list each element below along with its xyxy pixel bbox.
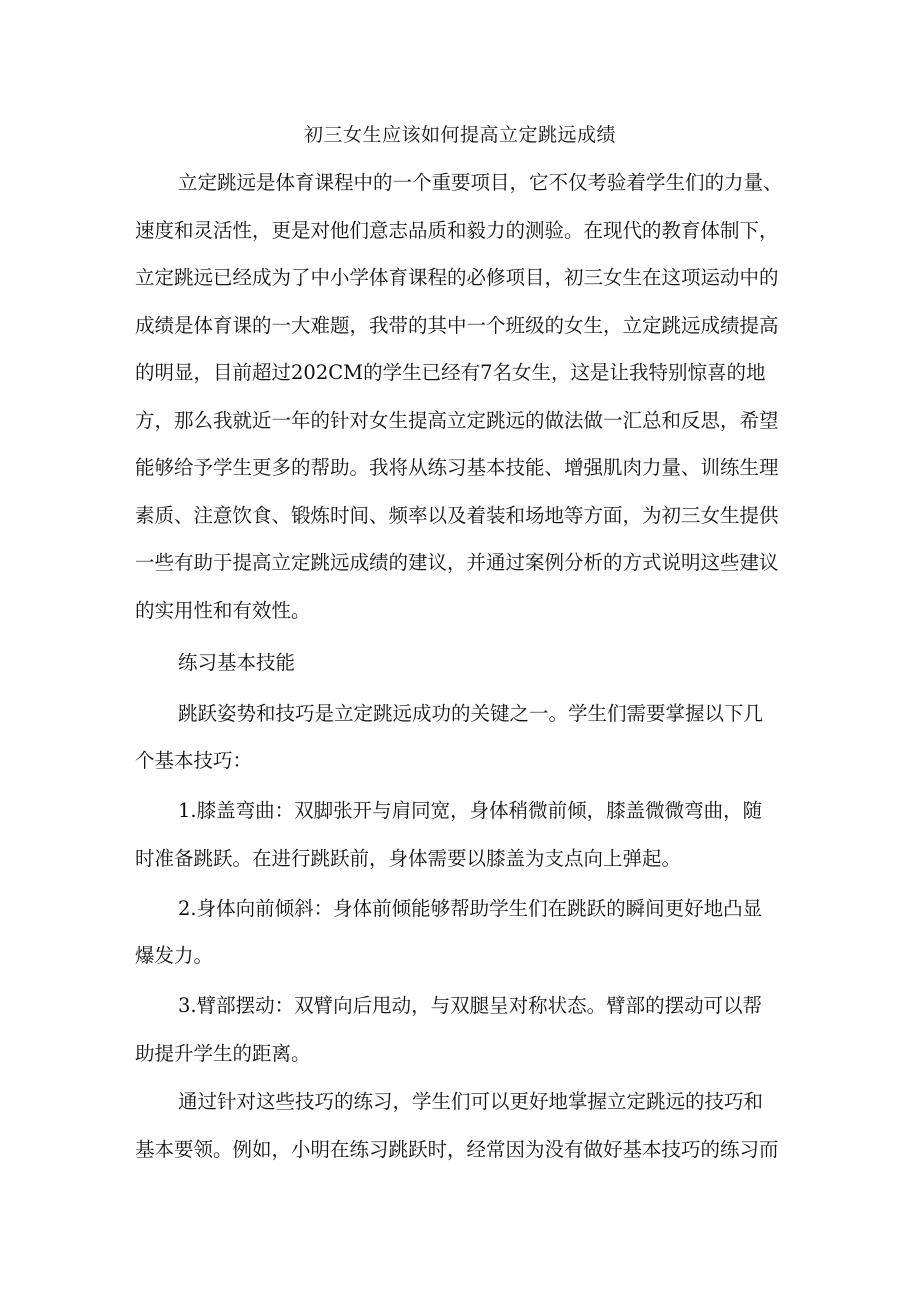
intro-line-7: 能够给予学生更多的帮助。我将从练习基本技能、增强肌肉力量、训练生理 <box>135 456 779 479</box>
section-intro-line-1: 跳跃姿势和技巧是立定跳远成功的关键之一。学生们需要掌握以下几 <box>178 702 764 725</box>
intro-line-8: 素质、注意饮食、锻炼时间、频率以及着装和场地等方面，为初三女生提供 <box>135 504 779 527</box>
item-3-line-2: 助提升学生的距离。 <box>135 1042 311 1065</box>
intro-line-5: 的明显，目前超过202CM的学生已经有7名女生，这是让我特别惊喜的地 <box>135 361 766 384</box>
item-1-line-1: 1.膝盖弯曲：双脚张开与肩同宽，身体稍微前倾，膝盖微微弯曲，随 <box>178 799 763 822</box>
document-title: 初三女生应该如何提高立定跳远成绩 <box>303 124 616 146</box>
intro-line-1: 立定跳远是体育课程中的一个重要项目，它不仅考验着学生们的力量、 <box>178 171 783 194</box>
item-3-line-1: 3.臂部摆动：双臂向后甩动，与双腿呈对称状态。臂部的摆动可以帮 <box>178 994 763 1017</box>
intro-line-6: 方，那么我就近一年的针对女生提高立定跳远的做法做一汇总和反思，希望 <box>135 409 779 432</box>
intro-line-9: 一些有助于提高立定跳远成绩的建议，并通过案例分析的方式说明这些建议 <box>135 551 779 574</box>
intro-line-2: 速度和灵活性，更是对他们意志品质和毅力的测验。在现代的教育体制下， <box>135 219 779 242</box>
intro-line-10: 的实用性和有效性。 <box>135 599 311 622</box>
item-1-line-2: 时准备跳跃。在进行跳跃前，身体需要以膝盖为支点向上弹起。 <box>135 847 682 870</box>
item-2-line-2: 爆发力。 <box>135 944 214 967</box>
item-2-line-1: 2.身体向前倾斜：身体前倾能够帮助学生们在跳跃的瞬间更好地凸显 <box>178 897 763 920</box>
section-heading: 练习基本技能 <box>178 651 296 674</box>
intro-line-3: 立定跳远已经成为了中小学体育课程的必修项目，初三女生在这项运动中的 <box>135 266 779 289</box>
closing-line-2: 基本要领。例如，小明在练习跳跃时，经常因为没有做好基本技巧的练习而 <box>135 1138 779 1161</box>
section-intro-line-2: 个基本技巧： <box>135 749 253 772</box>
intro-line-4: 成绩是体育课的一大难题，我带的其中一个班级的女生，立定跳远成绩提高 <box>135 314 779 337</box>
closing-line-1: 通过针对这些技巧的练习，学生们可以更好地掌握立定跳远的技巧和 <box>178 1090 764 1113</box>
